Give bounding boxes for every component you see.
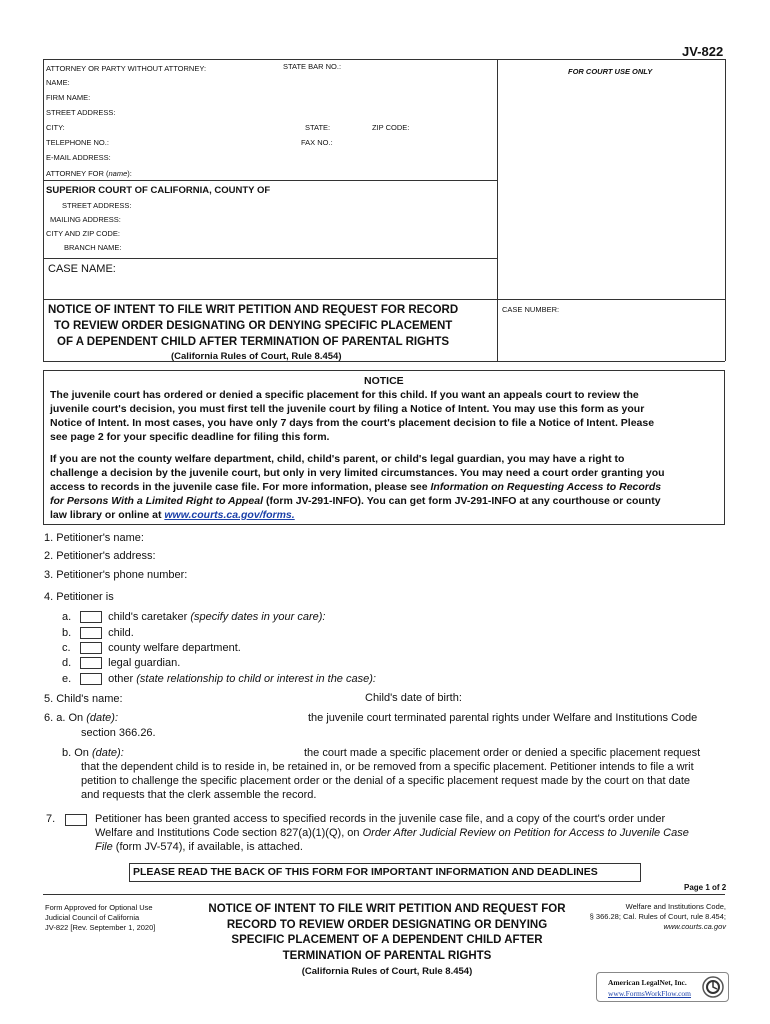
item-6a: 6. a. On (date): bbox=[44, 712, 118, 724]
read-back-banner-text: PLEASE READ THE BACK OF THIS FORM FOR IMPORTANT INFORMATION AND DEADLINES bbox=[133, 866, 598, 878]
court-use-label: FOR COURT USE ONLY bbox=[568, 67, 653, 76]
fax-label: FAX NO.: bbox=[301, 138, 333, 147]
legal-guardian-checkbox[interactable] bbox=[80, 657, 102, 669]
header-top-rule bbox=[43, 59, 725, 60]
item-5-child-name: 5. Child's name: bbox=[44, 693, 123, 705]
city-label: CITY: bbox=[46, 123, 65, 132]
item-6b-text: the court made a specific placement order or denied a specific placement request bbox=[304, 747, 701, 759]
courts-link[interactable]: www.courts.ca.gov bbox=[663, 922, 726, 931]
title-section-rule bbox=[43, 299, 725, 300]
attorney-for-label: ATTORNEY FOR (name): bbox=[46, 169, 132, 178]
state-label: STATE: bbox=[305, 123, 331, 132]
other-checkbox[interactable] bbox=[80, 673, 102, 685]
header-bottom-rule bbox=[43, 361, 725, 362]
zip-label: ZIP CODE: bbox=[372, 123, 410, 132]
child-checkbox[interactable] bbox=[80, 627, 102, 639]
notice-p2: If you are not the county welfare department, child, child's parent, or child's legal guardian, you may have a right to challenge a decision by the juvenile court, but only in very limited circumstances. You may need a court order granting you access to records in the juvenile case file. For more information, please see Information on Requesting Access to Records for Persons With a Limited Right to Appeal (form JV-291-INFO). You can get form JV-291-INFO at any courthouse or county law library or online at www.courts.ca.gov/forms. bbox=[50, 453, 665, 521]
court-branch-label: BRANCH NAME: bbox=[64, 243, 122, 252]
notice-p1: The juvenile court has ordered or denied a specific placement for this child. If you want an appeals court to review the juvenile court's decision, you must first tell the juvenile court by filing a Notice of Intent. You may use this form as your Notice of Intent. In most cases, you have only 7 days from the court's placement decision to file a Notice of Intent. Please see page 2 for your specific deadline for filing this form. bbox=[50, 389, 655, 443]
legalnet-url[interactable]: www.FormsWorkFlow.com bbox=[608, 989, 692, 998]
footer-rule bbox=[43, 894, 725, 895]
item-5-child-dob: Child's date of birth: bbox=[365, 692, 462, 704]
item-7-number: 7. bbox=[46, 813, 56, 825]
court-city-zip-label: CITY AND ZIP CODE: bbox=[46, 229, 120, 238]
court-title: SUPERIOR COURT OF CALIFORNIA, COUNTY OF bbox=[46, 185, 271, 196]
welfare-dept-checkbox[interactable] bbox=[80, 642, 102, 654]
phone-label: TELEPHONE NO.: bbox=[46, 138, 109, 147]
state-bar-label: STATE BAR NO.: bbox=[283, 62, 342, 71]
courts-forms-link[interactable]: www.courts.ca.gov/forms. bbox=[164, 509, 295, 521]
footer-left-l2: Judicial Council of California bbox=[45, 913, 140, 922]
form-title-line1: NOTICE OF INTENT TO FILE WRIT PETITION AND REQUEST FOR RECORD bbox=[48, 304, 459, 316]
case-name-label: CASE NAME: bbox=[48, 263, 116, 275]
name-label: NAME: bbox=[46, 78, 70, 87]
street-label: STREET ADDRESS: bbox=[46, 108, 116, 117]
form-title-line2: TO REVIEW ORDER DESIGNATING OR DENYING SPECIFIC PLACEMENT bbox=[54, 320, 453, 332]
case-number-label: CASE NUMBER: bbox=[502, 305, 560, 314]
footer-right: Welfare and Institutions Code, § 366.28; Cal. Rules of Court, rule 8.454; www.courts.ca.gov bbox=[583, 902, 726, 932]
item-4a: a. child's caretaker (specify dates in your care): bbox=[62, 611, 326, 623]
item-6b-l2: that the dependent child is to reside in, be retained in, or be removed from a specific placement. Petitioner intends to file a writ bbox=[81, 761, 694, 773]
legalnet-logo-icon bbox=[702, 976, 724, 998]
item-6b: b. On (date): bbox=[62, 747, 124, 759]
court-use-divider bbox=[497, 59, 498, 361]
records-access-checkbox[interactable] bbox=[65, 814, 87, 826]
footer-left-l1: Form Approved for Optional Use bbox=[45, 903, 153, 912]
court-mailing-label: MAILING ADDRESS: bbox=[50, 215, 121, 224]
court-street-label: STREET ADDRESS: bbox=[62, 201, 132, 210]
legalnet-name: American LegalNet, Inc. bbox=[608, 978, 687, 987]
form-title-line3: OF A DEPENDENT CHILD AFTER TERMINATION OF PARENTAL RIGHTS bbox=[57, 336, 450, 348]
notice-heading: NOTICE bbox=[364, 375, 404, 387]
item-6a-text2: section 366.26. bbox=[81, 727, 156, 739]
item-1-petitioner-name: 1. Petitioner's name: bbox=[44, 532, 144, 544]
case-name-rule bbox=[43, 258, 497, 259]
item-7-l1: Petitioner has been granted access to specified records in the juvenile case file, and a copy of the court's order under bbox=[95, 813, 666, 825]
right-border bbox=[725, 59, 726, 361]
footer-title: NOTICE OF INTENT TO FILE WRIT PETITION AND REQUEST FOR RECORD TO REVIEW ORDER DESIGNATING OR DENYING SPECIFIC PLACEMENT OF A DEPENDENT CHILD AFTER TERMINATION OF PARENTAL RIGHTS (California Rules of Court, Rule 8.454) bbox=[208, 903, 566, 977]
item-3-petitioner-phone: 3. Petitioner's phone number: bbox=[44, 569, 188, 581]
left-border bbox=[43, 59, 44, 361]
item-4d: d. legal guardian. bbox=[62, 657, 181, 669]
email-label: E-MAIL ADDRESS: bbox=[46, 153, 111, 162]
court-section-rule bbox=[43, 180, 497, 181]
item-7-l3: File (form JV-574), if available, is attached. bbox=[95, 841, 303, 853]
item-4c: c. county welfare department. bbox=[62, 642, 241, 654]
item-4-petitioner-is: 4. Petitioner is bbox=[44, 591, 114, 603]
item-6a-text: the juvenile court terminated parental rights under Welfare and Institutions Code bbox=[308, 712, 698, 724]
firm-label: FIRM NAME: bbox=[46, 93, 91, 102]
page-number: Page 1 of 2 bbox=[684, 883, 727, 892]
item-2-petitioner-address: 2. Petitioner's address: bbox=[44, 550, 156, 562]
caretaker-checkbox[interactable] bbox=[80, 611, 102, 623]
form-id: JV-822 bbox=[682, 44, 724, 59]
attorney-label: ATTORNEY OR PARTY WITHOUT ATTORNEY: bbox=[46, 64, 207, 73]
item-7-l2: Welfare and Institutions Code section 827(a)(1)(Q), on Order After Judicial Review on Petition for Access to Juvenile Case bbox=[95, 827, 689, 839]
item-4b: b. child. bbox=[62, 627, 134, 639]
footer-left-l3: JV-822 [Rev. September 1, 2020] bbox=[45, 923, 156, 932]
item-6b-l3: petition to challenge the specific placement order or the denial of a specific placement request made by the court on that date bbox=[81, 775, 691, 787]
form-title-rule: (California Rules of Court, Rule 8.454) bbox=[171, 351, 342, 362]
item-6b-l4: and requests that the clerk assemble the record. bbox=[81, 789, 317, 801]
item-4e: e. other (state relationship to child or interest in the case): bbox=[62, 673, 376, 685]
